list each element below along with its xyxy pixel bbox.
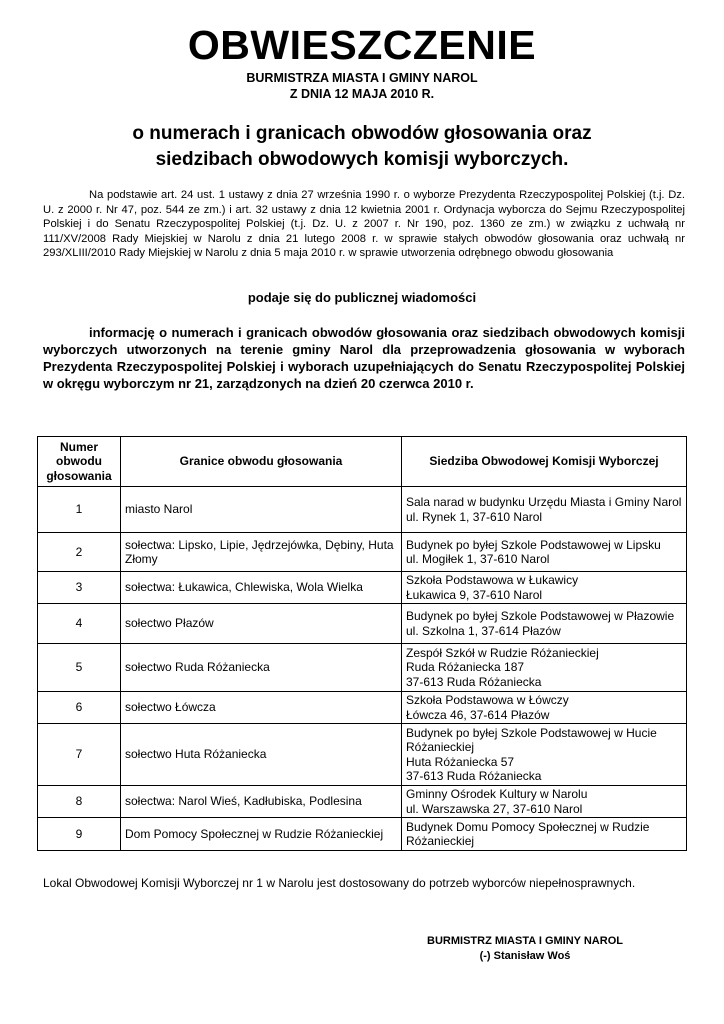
table-row [38,604,687,644]
seat-line: Budynek po byłej Szkole Podstawowej w Lipsku [406,537,661,552]
boundaries-line: sołectwo Łówcza [125,700,216,715]
subject-line-1: o numerach i granicach obwodów głosowania oraz [132,123,592,144]
district-number: 6 [38,692,121,724]
header-seat: Siedziba Obwodowej Komisji Wyborczej [402,437,687,487]
district-number: 2 [38,533,121,572]
district-boundaries [121,533,402,572]
commission-seat [402,724,687,786]
district-boundaries [121,644,402,692]
seat-line: Huta Różaniecka 57 [406,754,515,769]
announcement-line: podaje się do publicznej wiadomości [247,290,477,305]
header-number-line: głosowania [46,468,112,483]
commission-seat [402,487,687,533]
signature-title: BURMISTRZ MIASTA I GMINY NAROL [427,935,623,947]
boundaries-line: miasto Narol [125,502,193,517]
seat-line: 37-613 Ruda Różaniecka [406,674,542,689]
district-boundaries [121,818,402,851]
commission-seat [402,644,687,692]
boundaries-line: sołectwa: Narol Wieś, Kadłubiska, Podlesina [125,794,362,809]
commission-seat [402,818,687,851]
legal-basis-paragraph: Na podstawie art. 24 ust. 1 ustawy z dnia 27 września 1990 r. o wyborze Prezydenta Rzeczypospolitej Polskiej (t.j. Dz. U. z 2000 r. Nr 47, poz. 544 ze zm.) i art. 32 ustawy z dnia 12 kwietnia 2001 r. Ordynacja wyborcza do Sejmu Rzeczypospolitej Polskiej i do Senatu Rzeczypospolitej Polskiej (t.j. Dz. U. z 2007 r. Nr 190, poz. 1360 ze zm.) w związku z uchwałą nr 111/XV/2008 Rady Miejskiej w Narolu z dnia 21 lutego 2008 r. w sprawie stałych obwodów głosowania oraz uchwałą nr 293/XLIII/2010 Rady Miejskiej w Narolu z dnia 5 maja 2010 r. w sprawie utworzenia odrębnego obwodu głosowania [43,189,685,260]
district-boundaries [121,692,402,724]
table-body [38,487,687,851]
district-boundaries [121,487,402,533]
boundaries-line: sołectwo Huta Różaniecka [125,747,267,762]
boundaries-line: Dom Pomocy Społecznej w Rudzie Różanieckiej [125,826,384,841]
table-row [38,533,687,572]
commission-seat [402,692,687,724]
commission-seat [402,572,687,604]
district-boundaries [121,724,402,786]
subject-line-2: siedzibach obwodowych komisji wyborczych. [155,149,569,170]
district-boundaries [121,786,402,818]
seat-line: ul. Rynek 1, 37-610 Narol [406,509,543,524]
district-number: 4 [38,604,121,644]
seat-line: Budynek po byłej Szkole Podstawowej w Hucie Różanieckiej [406,725,657,754]
table-row [38,487,687,533]
header-number-line: Numer [59,439,98,454]
header-number [38,437,121,487]
date-line: Z DNIA 12 MAJA 2010 R. [289,87,435,101]
document-title: OBWIESZCZENIE [187,22,537,68]
seat-line: Gminny Ośrodek Kultury w Narolu [406,787,588,801]
district-boundaries [121,604,402,644]
boundaries-line: sołectwa: Łukawica, Chlewiska, Wola Wielka [125,580,363,595]
commission-seat [402,786,687,818]
district-number: 7 [38,724,121,786]
table-header-row [38,437,687,487]
seat-line: 37-613 Ruda Różaniecka [406,769,542,783]
seat-line: ul. Mogiłek 1, 37-610 Narol [406,552,550,566]
table-row [38,572,687,604]
seat-line: Zespół Szkół w Rudzie Różanieckiej [406,645,599,660]
signature-name: (-) Stanisław Woś [479,950,571,962]
boundaries-line: sołectwo Ruda Różaniecka [125,660,270,675]
seat-line: Łukawica 9, 37-610 Narol [406,587,543,602]
table-row [38,786,687,818]
header-boundaries: Granice obwodu głosowania [121,437,402,487]
header-number-line: obwodu [56,454,102,469]
district-number: 3 [38,572,121,604]
district-number: 5 [38,644,121,692]
accessibility-note: Lokal Obwodowej Komisji Wyborczej nr 1 w Narolu jest dostosowany do potrzeb wyborców niepełnosprawnych. [43,876,636,890]
district-number: 1 [38,487,121,533]
commission-seat [402,604,687,644]
information-paragraph: informację o numerach i granicach obwodów głosowania oraz siedzibach obwodowych komisji wyborczych utworzonych na terenie gminy Narol dla przeprowadzenia głosowania w wyborach Prezydenta Rzeczypospolitej Polskiej i wyborach uzupełniających do Senatu Rzeczypospolitej Polskiej w okręgu wyborczym nr 21, zarządzonych na dzień 20 czerwca 2010 r. [43,325,685,391]
seat-line: Ruda Różaniecka 187 [406,660,525,675]
commission-seat [402,533,687,572]
district-number: 9 [38,818,121,851]
voting-districts-table [37,436,687,851]
table-row [38,692,687,724]
seat-line: Szkoła Podstawowa w Łukawicy [406,573,579,587]
table-row [38,818,687,851]
issuer-line: BURMISTRZA MIASTA I GMINY NAROL [246,71,478,85]
district-boundaries [121,572,402,604]
boundaries-line: sołectwo Płazów [125,616,214,631]
seat-line: ul. Warszawska 27, 37-610 Narol [406,801,583,816]
boundaries-line: sołectwa: Lipsko, Lipie, Jędrzejówka, Dębiny, Huta Złomy [125,537,394,566]
seat-line: Szkoła Podstawowa w Łówczy [406,693,569,707]
seat-line: Budynek Domu Pomocy Społecznej w Rudzie Różanieckiej [406,819,650,848]
seat-line: ul. Szkolna 1, 37-614 Płazów [406,623,561,638]
district-number: 8 [38,786,121,818]
seat-line: Łówcza 46, 37-614 Płazów [406,707,550,722]
table-row [38,644,687,692]
table-row [38,724,687,786]
subject-heading [40,121,684,173]
seat-line: Sala narad w budynku Urzędu Miasta i Gminy Narol [406,495,682,509]
seat-line: Budynek po byłej Szkole Podstawowej w Płazowie [406,609,675,623]
